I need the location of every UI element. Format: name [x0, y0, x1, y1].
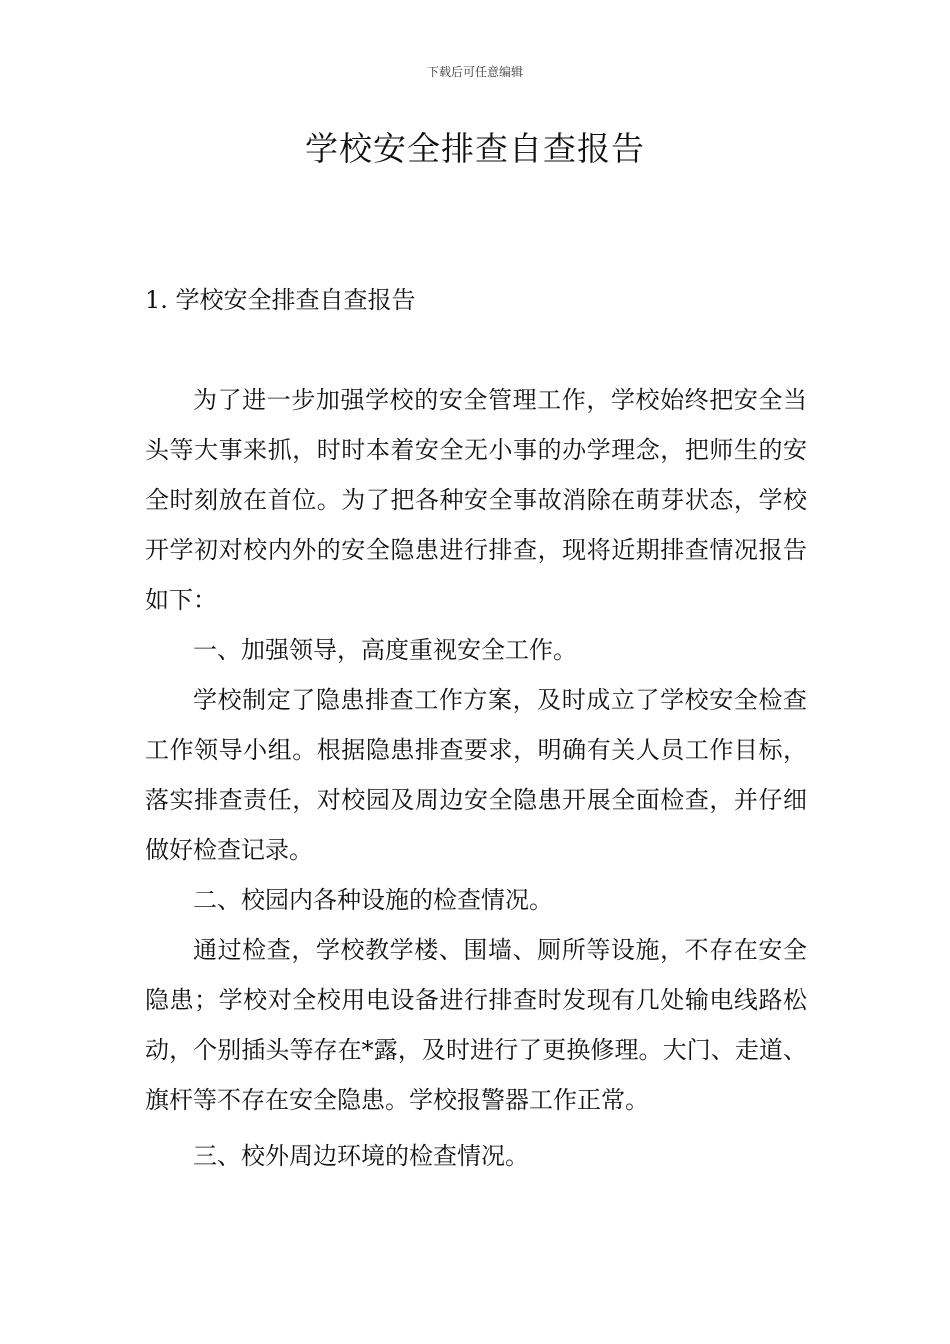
document-body: [145, 375, 807, 1181]
paragraph-heading-one: 一、加强领导，高度重视安全工作。: [193, 636, 577, 664]
paragraph-heading-three: 三、校外周边环境的检查情况。: [193, 1142, 529, 1170]
paragraph-facilities: 通过检查，学校教学楼、围墙、厕所等设施，不存在安全隐患；学校对全校用电设备进行排查时发现有几处输电线路松动，个别插头等存在*露，及时进行了更换修理。大门、走道、旗杆等不存在安全隐患。学校报警器工作正常。: [145, 936, 807, 1114]
document-title: 学校安全排查自查报告: [305, 129, 645, 168]
section-heading: 1. 学校安全排查自查报告: [145, 286, 416, 314]
paragraph-heading-two: 二、校园内各种设施的检查情况。: [193, 886, 553, 914]
paragraph-intro: 为了进一步加强学校的安全管理工作，学校始终把安全当头等大事来抓，时时本着安全无小事的办学理念，把师生的安全时刻放在首位。为了把各种安全事故消除在萌芽状态，学校开学初对校内外的安全隐患进行排查，现将近期排查情况报告如下：: [145, 386, 807, 614]
paragraph-leadership: 学校制定了隐患排查工作方案，及时成立了学校安全检查工作领导小组。根据隐患排查要求，明确有关人员工作目标，落实排查责任，对校园及周边安全隐患开展全面检查，并仔细做好检查记录。: [145, 686, 807, 864]
page-header-note: 下载后可任意编辑: [426, 65, 523, 79]
